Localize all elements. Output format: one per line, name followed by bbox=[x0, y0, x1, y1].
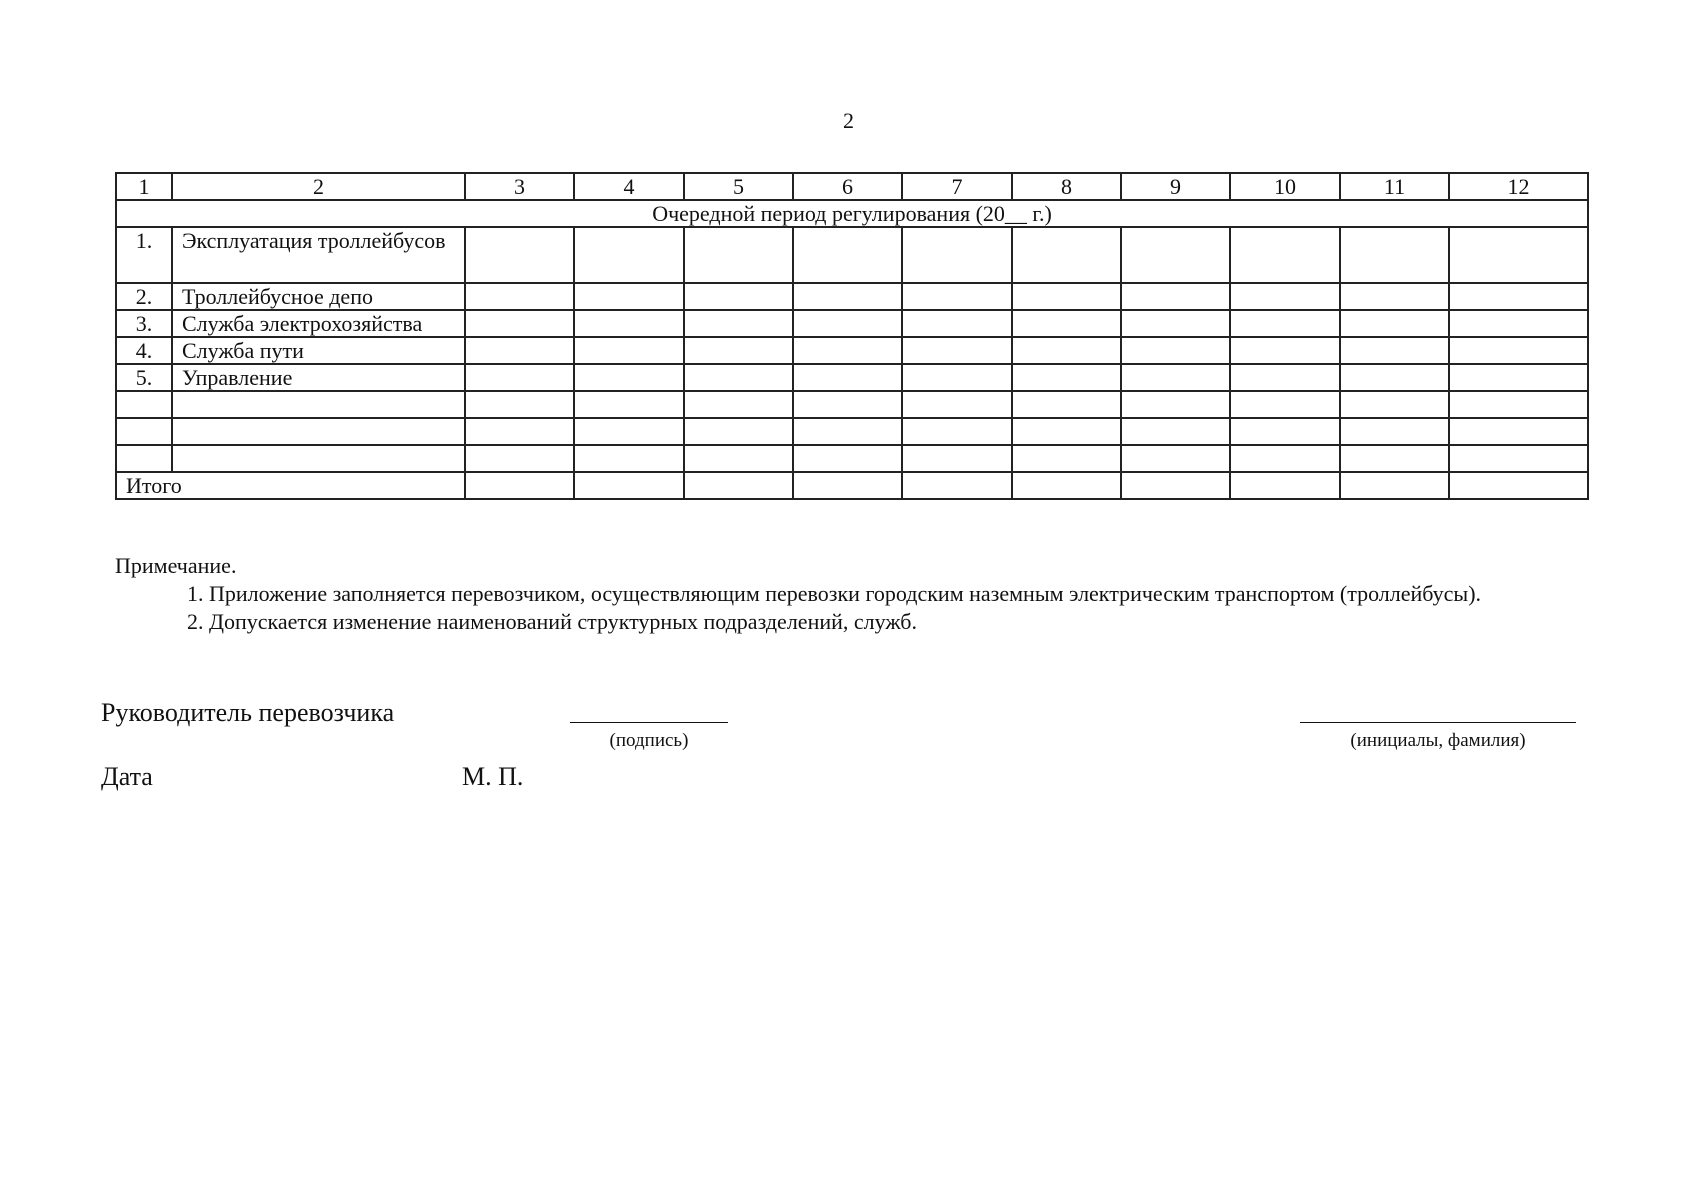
data-cell bbox=[902, 418, 1012, 445]
data-cell bbox=[1012, 418, 1121, 445]
table-row bbox=[116, 310, 1588, 337]
data-cell bbox=[465, 364, 574, 391]
row-name-cell bbox=[172, 391, 465, 418]
regulation-table bbox=[115, 172, 1589, 500]
data-cell bbox=[902, 227, 1012, 283]
data-cell bbox=[1230, 310, 1340, 337]
data-cell bbox=[1012, 337, 1121, 364]
total-cell bbox=[793, 472, 902, 499]
data-cell bbox=[574, 418, 684, 445]
table-row bbox=[116, 445, 1588, 472]
period-label: Очередной период регулирования (20__ г.) bbox=[116, 200, 1588, 227]
row-number-cell: 5. bbox=[116, 364, 172, 391]
data-cell bbox=[1121, 391, 1230, 418]
data-cell bbox=[684, 227, 793, 283]
data-cell bbox=[574, 283, 684, 310]
column-number-cell: 5 bbox=[684, 173, 793, 200]
column-number-cell: 8 bbox=[1012, 173, 1121, 200]
total-cell bbox=[902, 472, 1012, 499]
data-cell bbox=[1012, 227, 1121, 283]
data-cell bbox=[684, 364, 793, 391]
column-number-cell: 12 bbox=[1449, 173, 1588, 200]
total-cell bbox=[1449, 472, 1588, 499]
data-cell bbox=[1340, 337, 1449, 364]
data-cell bbox=[793, 445, 902, 472]
data-cell bbox=[574, 227, 684, 283]
data-cell bbox=[1449, 445, 1588, 472]
row-number-cell: 2. bbox=[116, 283, 172, 310]
data-cell bbox=[1449, 337, 1588, 364]
data-cell bbox=[1340, 445, 1449, 472]
data-cell bbox=[1230, 337, 1340, 364]
data-cell bbox=[1449, 364, 1588, 391]
data-cell bbox=[574, 310, 684, 337]
data-cell bbox=[465, 445, 574, 472]
table-row bbox=[116, 283, 1588, 310]
data-cell bbox=[1121, 418, 1230, 445]
data-cell bbox=[1449, 227, 1588, 283]
signature-caption: (подпись) bbox=[609, 730, 689, 751]
data-cell bbox=[902, 445, 1012, 472]
data-cell bbox=[1340, 227, 1449, 283]
column-number-cell: 1 bbox=[116, 173, 172, 200]
row-name-cell: Управление bbox=[172, 364, 465, 391]
date-label: Дата bbox=[101, 762, 153, 791]
data-cell bbox=[1340, 364, 1449, 391]
total-cell bbox=[1230, 472, 1340, 499]
data-cell bbox=[465, 418, 574, 445]
data-cell bbox=[902, 391, 1012, 418]
row-name-cell: Служба электрохозяйства bbox=[172, 310, 465, 337]
signature-line bbox=[570, 722, 728, 723]
data-cell bbox=[1121, 310, 1230, 337]
column-number-cell: 2 bbox=[172, 173, 465, 200]
data-cell bbox=[1121, 227, 1230, 283]
row-name-cell bbox=[172, 445, 465, 472]
data-cell bbox=[1012, 310, 1121, 337]
data-cell bbox=[574, 337, 684, 364]
table-row bbox=[116, 227, 1588, 283]
column-number-cell: 9 bbox=[1121, 173, 1230, 200]
row-number-cell bbox=[116, 391, 172, 418]
column-number-row bbox=[116, 173, 1588, 200]
row-name-cell bbox=[172, 418, 465, 445]
table-row bbox=[116, 337, 1588, 364]
data-cell bbox=[1230, 418, 1340, 445]
data-cell bbox=[1449, 310, 1588, 337]
data-cell bbox=[465, 310, 574, 337]
table-row bbox=[116, 391, 1588, 418]
total-cell bbox=[574, 472, 684, 499]
table-row bbox=[116, 364, 1588, 391]
data-cell bbox=[1449, 391, 1588, 418]
data-cell bbox=[902, 283, 1012, 310]
data-cell bbox=[465, 391, 574, 418]
data-cell bbox=[684, 310, 793, 337]
data-cell bbox=[1121, 283, 1230, 310]
data-cell bbox=[1449, 418, 1588, 445]
total-cell bbox=[1121, 472, 1230, 499]
data-cell bbox=[902, 337, 1012, 364]
data-cell bbox=[574, 364, 684, 391]
row-name-cell: Эксплуатация троллейбусов bbox=[172, 227, 465, 283]
total-row bbox=[116, 472, 1588, 499]
total-cell bbox=[684, 472, 793, 499]
data-cell bbox=[684, 445, 793, 472]
data-cell bbox=[793, 310, 902, 337]
total-cell bbox=[1340, 472, 1449, 499]
table-row bbox=[116, 418, 1588, 445]
column-number-cell: 4 bbox=[574, 173, 684, 200]
data-cell bbox=[1012, 283, 1121, 310]
total-label: Итого bbox=[116, 472, 465, 499]
data-cell bbox=[793, 418, 902, 445]
data-cell bbox=[1230, 364, 1340, 391]
data-cell bbox=[1012, 445, 1121, 472]
page-number: 2 bbox=[843, 108, 854, 133]
data-cell bbox=[1449, 283, 1588, 310]
data-cell bbox=[793, 227, 902, 283]
data-cell bbox=[574, 445, 684, 472]
column-number-cell: 11 bbox=[1340, 173, 1449, 200]
column-number-cell: 10 bbox=[1230, 173, 1340, 200]
data-cell bbox=[465, 227, 574, 283]
data-cell bbox=[574, 391, 684, 418]
data-cell bbox=[684, 391, 793, 418]
row-name-cell: Троллейбусное депо bbox=[172, 283, 465, 310]
name-caption: (инициалы, фамилия) bbox=[1350, 730, 1526, 751]
total-cell bbox=[465, 472, 574, 499]
row-number-cell: 4. bbox=[116, 337, 172, 364]
data-cell bbox=[1230, 391, 1340, 418]
data-cell bbox=[684, 337, 793, 364]
row-name-cell: Служба пути bbox=[172, 337, 465, 364]
data-cell bbox=[1121, 364, 1230, 391]
note-item: 1. Приложение заполняется перевозчиком, осуществляющим перевозки городским наземным электрическим транспортом (троллейбусы). bbox=[187, 581, 1482, 606]
data-cell bbox=[1230, 283, 1340, 310]
name-line bbox=[1300, 722, 1576, 723]
data-cell bbox=[793, 283, 902, 310]
data-cell bbox=[1012, 391, 1121, 418]
row-number-cell bbox=[116, 418, 172, 445]
data-cell bbox=[1340, 418, 1449, 445]
total-cell bbox=[1012, 472, 1121, 499]
column-number-cell: 6 bbox=[793, 173, 902, 200]
data-cell bbox=[1340, 310, 1449, 337]
period-row bbox=[116, 200, 1588, 227]
data-cell bbox=[1230, 445, 1340, 472]
data-cell bbox=[902, 364, 1012, 391]
data-cell bbox=[465, 283, 574, 310]
data-cell bbox=[465, 337, 574, 364]
data-cell bbox=[1340, 391, 1449, 418]
data-cell bbox=[1340, 283, 1449, 310]
data-cell bbox=[793, 337, 902, 364]
column-number-cell: 7 bbox=[902, 173, 1012, 200]
column-number-cell: 3 bbox=[465, 173, 574, 200]
data-cell bbox=[902, 310, 1012, 337]
row-number-cell: 3. bbox=[116, 310, 172, 337]
data-cell bbox=[793, 364, 902, 391]
notes-section bbox=[115, 552, 1587, 636]
data-cell bbox=[1012, 364, 1121, 391]
data-cell bbox=[684, 283, 793, 310]
data-cell bbox=[1121, 337, 1230, 364]
row-number-cell bbox=[116, 445, 172, 472]
notes-title: Примечание. bbox=[115, 553, 237, 578]
data-cell bbox=[1230, 227, 1340, 283]
table-body bbox=[116, 173, 1588, 499]
data-cell bbox=[793, 391, 902, 418]
data-cell bbox=[1121, 445, 1230, 472]
data-cell bbox=[684, 418, 793, 445]
stamp-label: М. П. bbox=[462, 762, 524, 791]
head-label: Руководитель перевозчика bbox=[101, 698, 395, 727]
note-item: 2. Допускается изменение наименований структурных подразделений, служб. bbox=[187, 609, 917, 634]
row-number-cell: 1. bbox=[116, 227, 172, 283]
